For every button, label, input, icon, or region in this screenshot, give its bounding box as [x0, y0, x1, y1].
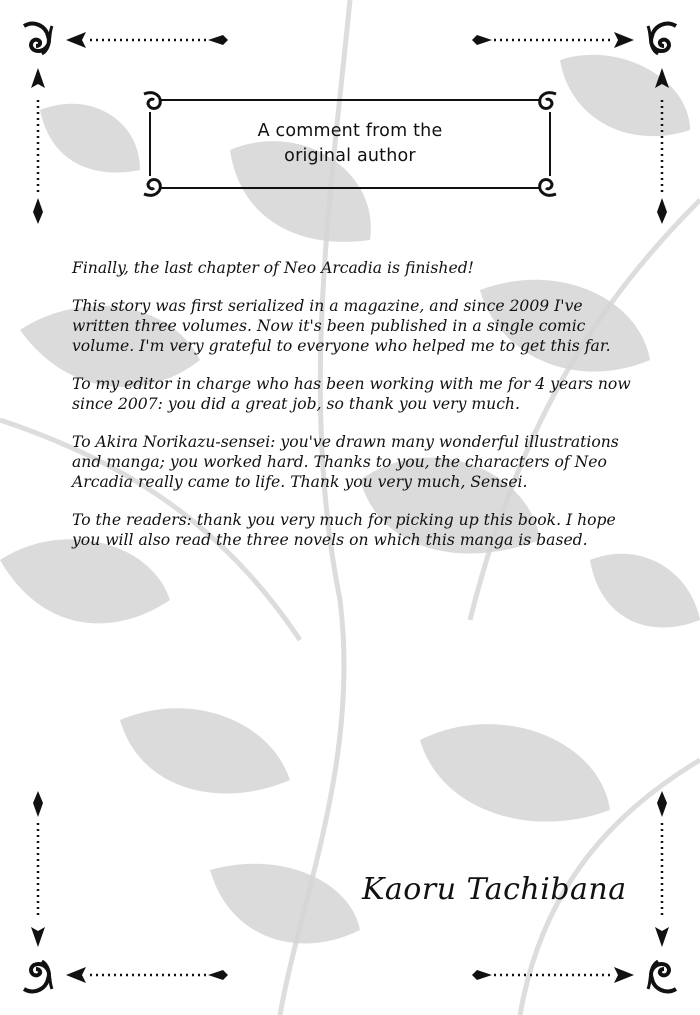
- paragraph: To my editor in charge who has been working with me for 4 years now since 2007: you did a great job, so thank you very much.: [72, 375, 631, 413]
- paragraph: This story was first serialized in a magazine, and since 2009 I've written three volumes. Now it's been published in a single comic volume. I'm very grateful to everyone who helped me to get this far.: [72, 297, 611, 355]
- paragraph: Finally, the last chapter of Neo Arcadia is finished!: [72, 259, 474, 277]
- author-comment-body: [72, 258, 638, 568]
- corner-ornament-bottom-left: [24, 791, 228, 991]
- author-signature: Kaoru Tachibana: [362, 872, 627, 907]
- paragraph: To Akira Norikazu-sensei: you've drawn many wonderful illustrations and manga; you worked hard. Thanks to you, the characters of Neo Arcadia really came to life. Thank you very much, Sensei.: [72, 433, 619, 491]
- paragraph: To the readers: thank you very much for picking up this book. I hope you will also read the three novels on which this manga is based.: [72, 511, 616, 549]
- title-line-2: original author: [284, 146, 416, 166]
- title-line-1: A comment from the: [257, 121, 443, 141]
- title-box: [150, 98, 550, 190]
